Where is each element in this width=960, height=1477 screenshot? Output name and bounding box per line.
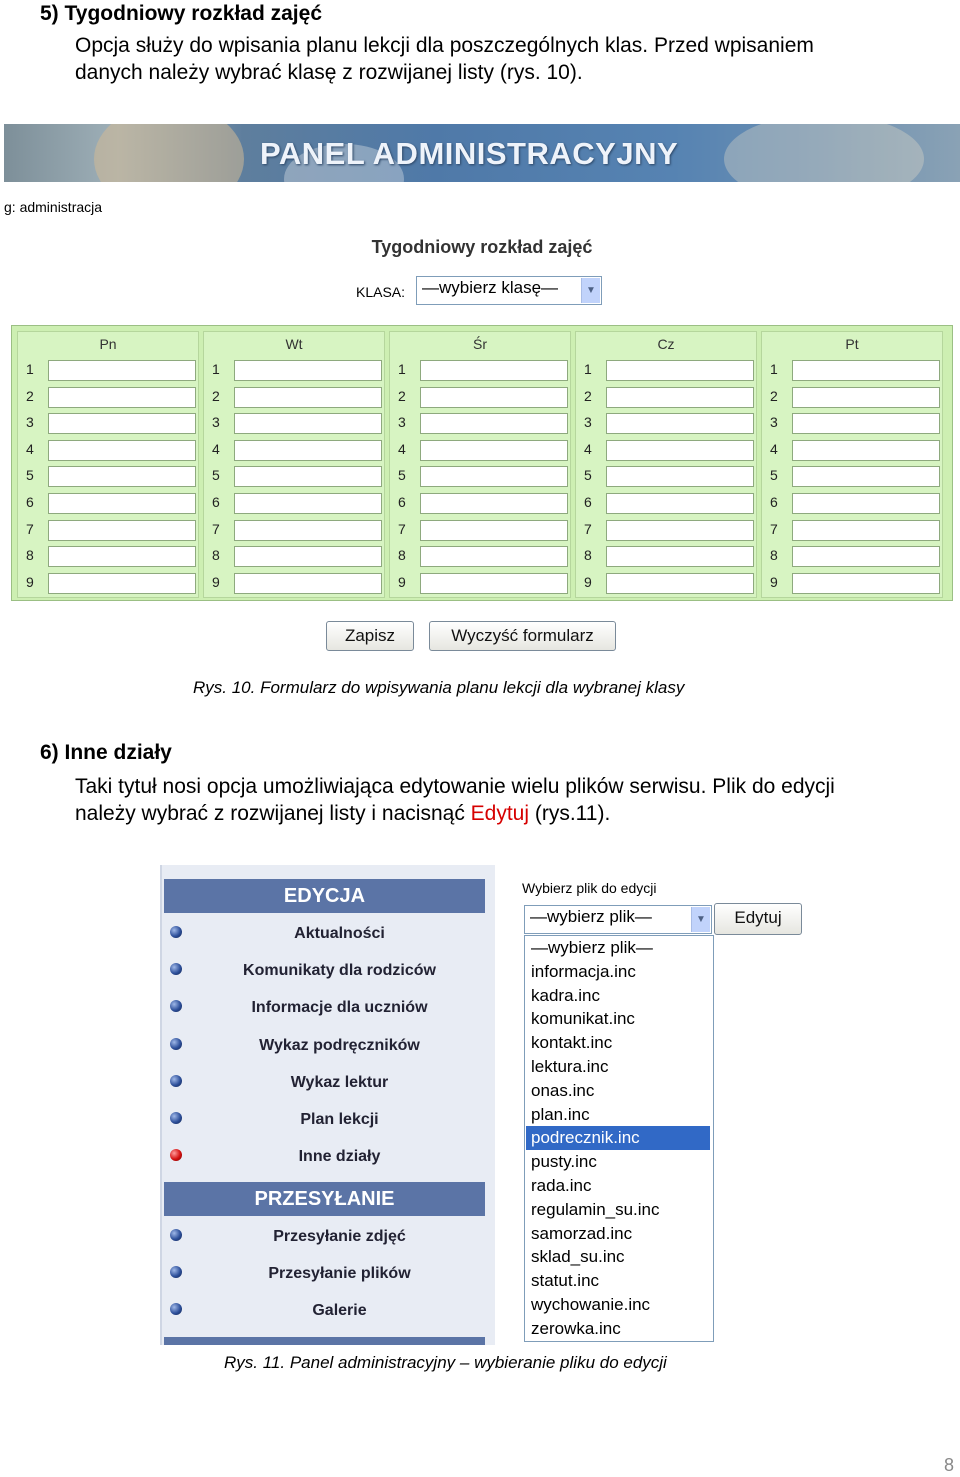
form-title: Tygodniowy rozkład zajęć: [371, 237, 593, 257]
bullet-icon: [170, 1229, 182, 1241]
lesson-input[interactable]: [606, 413, 754, 434]
lesson-number: 2: [584, 387, 592, 404]
menu-heading-next: [164, 1337, 485, 1345]
section-6-title: 6) Inne działy: [40, 741, 172, 764]
menu-item[interactable]: [164, 915, 485, 952]
lesson-input[interactable]: [792, 573, 940, 594]
lesson-input[interactable]: [48, 466, 196, 487]
lesson-row: [204, 517, 384, 544]
bullet-icon: [170, 1266, 182, 1278]
banner-title: PANEL ADMINISTRACYJNY: [260, 136, 679, 171]
lesson-row: [18, 384, 198, 411]
file-option[interactable]: pusty.inc: [531, 1152, 597, 1172]
lesson-input[interactable]: [792, 466, 940, 487]
file-option[interactable]: podrecznik.inc: [526, 1126, 710, 1150]
lesson-input[interactable]: [234, 360, 382, 381]
file-selected-value: —wybierz plik—: [530, 907, 652, 926]
lesson-row: [762, 517, 942, 544]
lesson-row: [204, 357, 384, 384]
lesson-input[interactable]: [48, 387, 196, 408]
bullet-icon: [170, 963, 182, 975]
lesson-row: [762, 384, 942, 411]
clear-form-button[interactable]: Wyczyść formularz: [429, 621, 616, 651]
lesson-row: [18, 410, 198, 437]
admin-side-menu: [160, 865, 495, 1345]
file-option[interactable]: —wybierz plik—: [531, 938, 653, 957]
file-option[interactable]: kontakt.inc: [531, 1033, 613, 1053]
lesson-row: [390, 437, 570, 464]
file-option[interactable]: wychowanie.inc: [531, 1295, 651, 1314]
bullet-icon: [170, 1000, 182, 1012]
lesson-input[interactable]: [792, 493, 940, 514]
day-header: Pn: [99, 336, 117, 352]
lesson-number: 6: [398, 494, 406, 510]
lesson-input[interactable]: [234, 546, 382, 567]
klasa-selected-value: —wybierz klasę—: [422, 278, 559, 297]
lesson-row: [576, 357, 756, 384]
edit-button[interactable]: Edytuj: [714, 903, 802, 935]
admin-banner: [4, 124, 960, 182]
lesson-row: [18, 437, 198, 464]
file-option[interactable]: zerowka.inc: [531, 1318, 621, 1338]
breadcrumb: g: administracja: [4, 199, 103, 215]
menu-heading-przesylanie: PRZESYŁANIE: [164, 1182, 485, 1216]
figure-11-screenshot: [160, 865, 820, 1345]
lesson-number: 5: [770, 467, 778, 484]
file-option[interactable]: rada.inc: [531, 1176, 592, 1195]
lesson-row: [576, 384, 756, 411]
lesson-input[interactable]: [606, 360, 754, 381]
lesson-number: 1: [398, 361, 406, 377]
lesson-number: 2: [212, 387, 220, 404]
day-column: [761, 331, 943, 598]
menu-item-label: Galerie: [312, 1302, 367, 1320]
menu-item-label: Komunikaty dla rodziców: [243, 962, 436, 980]
lesson-number: 7: [770, 520, 778, 537]
lesson-input[interactable]: [420, 546, 568, 567]
day-column: [203, 331, 385, 598]
lesson-row: [762, 410, 942, 437]
lesson-number: 6: [584, 494, 592, 510]
lesson-row: [390, 384, 570, 411]
menu-item-label: Przesyłanie plików: [268, 1265, 411, 1283]
section-6-paragraph-line-2: [75, 800, 610, 827]
lesson-input[interactable]: [234, 493, 382, 514]
lesson-row: [390, 517, 570, 544]
lesson-number: 4: [212, 440, 220, 457]
lesson-input[interactable]: [606, 493, 754, 514]
day-header: Śr: [473, 336, 487, 352]
lesson-number: 4: [584, 440, 592, 457]
file-dropdown-list[interactable]: [524, 935, 714, 1342]
bullet-icon: [170, 1075, 182, 1087]
lesson-row: [18, 543, 198, 570]
lesson-number: 8: [26, 547, 34, 564]
lesson-number: 3: [212, 414, 220, 431]
lesson-row: [204, 570, 384, 597]
lesson-input[interactable]: [420, 573, 568, 594]
lesson-number: 7: [584, 520, 592, 537]
lesson-input[interactable]: [48, 493, 196, 514]
lesson-number: 3: [770, 414, 778, 431]
lesson-number: 3: [26, 414, 34, 431]
menu-item[interactable]: [164, 1255, 485, 1292]
lesson-number: 9: [398, 573, 406, 590]
lesson-input[interactable]: [420, 520, 568, 541]
lesson-input[interactable]: [234, 573, 382, 594]
schedule-grid: [11, 325, 953, 601]
lesson-row: [390, 463, 570, 490]
lesson-row: [204, 490, 384, 517]
figure-11-caption: Rys. 11. Panel administracyjny – wybieranie pliku do edycji: [224, 1353, 667, 1372]
lesson-number: 5: [26, 467, 34, 484]
lesson-row: [204, 410, 384, 437]
lesson-row: [576, 410, 756, 437]
lesson-input[interactable]: [420, 360, 568, 381]
lesson-input[interactable]: [48, 413, 196, 434]
lesson-number: 4: [770, 440, 778, 457]
menu-item[interactable]: [164, 989, 485, 1026]
lesson-number: 1: [26, 361, 34, 377]
lesson-number: 3: [584, 414, 592, 431]
lesson-row: [390, 570, 570, 597]
menu-heading-edycja: EDYCJA: [164, 879, 485, 913]
lesson-number: 8: [212, 547, 220, 564]
figure-10-screenshot: [4, 124, 960, 662]
lesson-number: 2: [398, 387, 406, 404]
lesson-input[interactable]: [48, 546, 196, 567]
lesson-input[interactable]: [792, 413, 940, 434]
lesson-input[interactable]: [606, 466, 754, 487]
paragraph-text: należy wybrać z rozwijanej listy i nacisnąć: [75, 802, 471, 825]
lesson-input[interactable]: [792, 387, 940, 408]
lesson-row: [204, 437, 384, 464]
lesson-row: [762, 543, 942, 570]
lesson-input[interactable]: [420, 466, 568, 487]
klasa-label: KLASA:: [356, 284, 406, 300]
lesson-row: [204, 384, 384, 411]
menu-item-label: Wykaz lektur: [290, 1073, 389, 1091]
lesson-input[interactable]: [420, 493, 568, 514]
bullet-icon: [170, 1112, 182, 1124]
bullet-icon: [170, 1303, 182, 1315]
file-option[interactable]: komunikat.inc: [531, 1009, 635, 1029]
lesson-input[interactable]: [234, 413, 382, 434]
lesson-row: [390, 410, 570, 437]
lesson-number: 8: [770, 547, 778, 564]
lesson-row: [204, 463, 384, 490]
save-button[interactable]: Zapisz: [326, 621, 414, 651]
lesson-number: 2: [770, 387, 778, 404]
lesson-row: [576, 543, 756, 570]
lesson-row: [762, 570, 942, 597]
lesson-row: [762, 490, 942, 517]
lesson-input[interactable]: [792, 440, 940, 461]
lesson-row: [18, 463, 198, 490]
lesson-number: 8: [584, 547, 592, 564]
file-option[interactable]: onas.inc: [531, 1080, 595, 1100]
menu-item-label: Informacje dla uczniów: [251, 999, 428, 1017]
lesson-input[interactable]: [420, 387, 568, 408]
section-5-title: 5) Tygodniowy rozkład zajęć: [40, 2, 323, 25]
lesson-input[interactable]: [234, 520, 382, 541]
lesson-row: [390, 357, 570, 384]
lesson-number: 8: [398, 547, 406, 564]
lesson-row: [762, 437, 942, 464]
lesson-input[interactable]: [606, 546, 754, 567]
menu-item[interactable]: [164, 1292, 485, 1329]
lesson-number: 7: [398, 520, 406, 537]
menu-item-label: Przesyłanie zdjęć: [273, 1228, 406, 1245]
lesson-input[interactable]: [234, 440, 382, 461]
lesson-row: [576, 490, 756, 517]
menu-item-label: Aktualności: [294, 925, 385, 942]
lesson-row: [762, 357, 942, 384]
lesson-number: 2: [26, 387, 34, 404]
file-option[interactable]: statut.inc: [531, 1271, 600, 1291]
menu-item[interactable]: [164, 1064, 485, 1101]
day-header: Pt: [845, 336, 859, 352]
lesson-row: [18, 517, 198, 544]
lesson-input[interactable]: [48, 573, 196, 594]
lesson-number: 5: [212, 467, 220, 484]
file-option[interactable]: plan.inc: [531, 1104, 590, 1124]
menu-item[interactable]: [164, 1101, 485, 1138]
menu-item[interactable]: [164, 1138, 485, 1175]
lesson-input[interactable]: [792, 520, 940, 541]
lesson-number: 9: [584, 573, 592, 590]
lesson-input[interactable]: [606, 573, 754, 594]
lesson-row: [390, 490, 570, 517]
lesson-input[interactable]: [48, 360, 196, 381]
lesson-number: 4: [398, 440, 406, 457]
bullet-icon: [170, 926, 182, 938]
day-column: [575, 331, 757, 598]
lesson-number: 5: [584, 467, 592, 484]
lesson-row: [576, 437, 756, 464]
lesson-input[interactable]: [48, 520, 196, 541]
menu-item[interactable]: [164, 1027, 485, 1064]
edytuj-reference: Edytuj: [470, 802, 530, 825]
lesson-number: 5: [398, 467, 406, 484]
lesson-row: [576, 570, 756, 597]
section-5-paragraph-line-2: danych należy wybrać klasę z rozwijanej listy (rys. 10).: [75, 61, 583, 84]
file-option[interactable]: samorzad.inc: [531, 1223, 633, 1243]
lesson-input[interactable]: [606, 387, 754, 408]
lesson-input[interactable]: [792, 546, 940, 567]
lesson-input[interactable]: [234, 466, 382, 487]
figure-10-caption: Rys. 10. Formularz do wpisywania planu lekcji dla wybranej klasy: [193, 678, 685, 697]
lesson-input[interactable]: [420, 413, 568, 434]
lesson-row: [576, 463, 756, 490]
lesson-row: [390, 543, 570, 570]
lesson-row: [18, 570, 198, 597]
lesson-number: 3: [398, 414, 406, 431]
lesson-number: 9: [26, 573, 34, 590]
lesson-number: 7: [26, 520, 34, 537]
section-6-paragraph-line-1: Taki tytuł nosi opcja umożliwiająca edytowanie wielu plików serwisu. Plik do edycji: [75, 775, 835, 798]
menu-item[interactable]: [164, 1218, 485, 1255]
lesson-input[interactable]: [606, 520, 754, 541]
menu-item[interactable]: [164, 952, 485, 989]
lesson-number: 1: [584, 361, 592, 377]
day-column: [17, 331, 199, 598]
lesson-input[interactable]: [48, 440, 196, 461]
chevron-down-icon[interactable]: ▼: [691, 907, 710, 932]
lesson-number: 1: [770, 361, 778, 377]
lesson-input[interactable]: [792, 360, 940, 381]
file-option[interactable]: regulamin_su.inc: [531, 1199, 660, 1219]
file-option[interactable]: informacja.inc: [531, 961, 636, 981]
lesson-number: 6: [770, 494, 778, 510]
bullet-icon: [170, 1038, 182, 1050]
lesson-number: 7: [212, 520, 220, 537]
day-header: Cz: [657, 336, 675, 352]
file-option[interactable]: kadra.inc: [531, 985, 600, 1005]
file-chooser-label: Wybierz plik do edycji: [522, 880, 657, 896]
section-5-paragraph-line-1: Opcja służy do wpisania planu lekcji dla poszczególnych klas. Przed wpisaniem: [75, 34, 814, 57]
page-number: 8: [943, 1455, 954, 1475]
menu-item-label: Plan lekcji: [300, 1111, 379, 1128]
paragraph-text: (rys.11).: [529, 802, 611, 825]
file-select[interactable]: [524, 905, 712, 934]
lesson-number: 6: [212, 494, 220, 510]
lesson-row: [204, 543, 384, 570]
lesson-row: [18, 490, 198, 517]
lesson-number: 6: [26, 494, 34, 510]
lesson-number: 9: [770, 573, 778, 590]
lesson-row: [762, 463, 942, 490]
lesson-input[interactable]: [606, 440, 754, 461]
chevron-down-icon[interactable]: ▼: [581, 278, 600, 303]
menu-item-label: Wykaz podręczników: [259, 1036, 420, 1054]
lesson-row: [18, 357, 198, 384]
file-option[interactable]: sklad_su.inc: [531, 1247, 625, 1267]
active-bullet-icon: [170, 1149, 182, 1161]
lesson-number: 4: [26, 440, 34, 457]
lesson-row: [576, 517, 756, 544]
lesson-input[interactable]: [420, 440, 568, 461]
lesson-input[interactable]: [234, 387, 382, 408]
file-option[interactable]: lektura.inc: [531, 1057, 609, 1076]
klasa-select[interactable]: [416, 276, 602, 305]
menu-item-label: Inne działy: [298, 1148, 381, 1166]
day-header: Wt: [285, 336, 303, 352]
lesson-number: 1: [212, 361, 220, 377]
day-column: [389, 331, 571, 598]
lesson-number: 9: [212, 573, 220, 590]
